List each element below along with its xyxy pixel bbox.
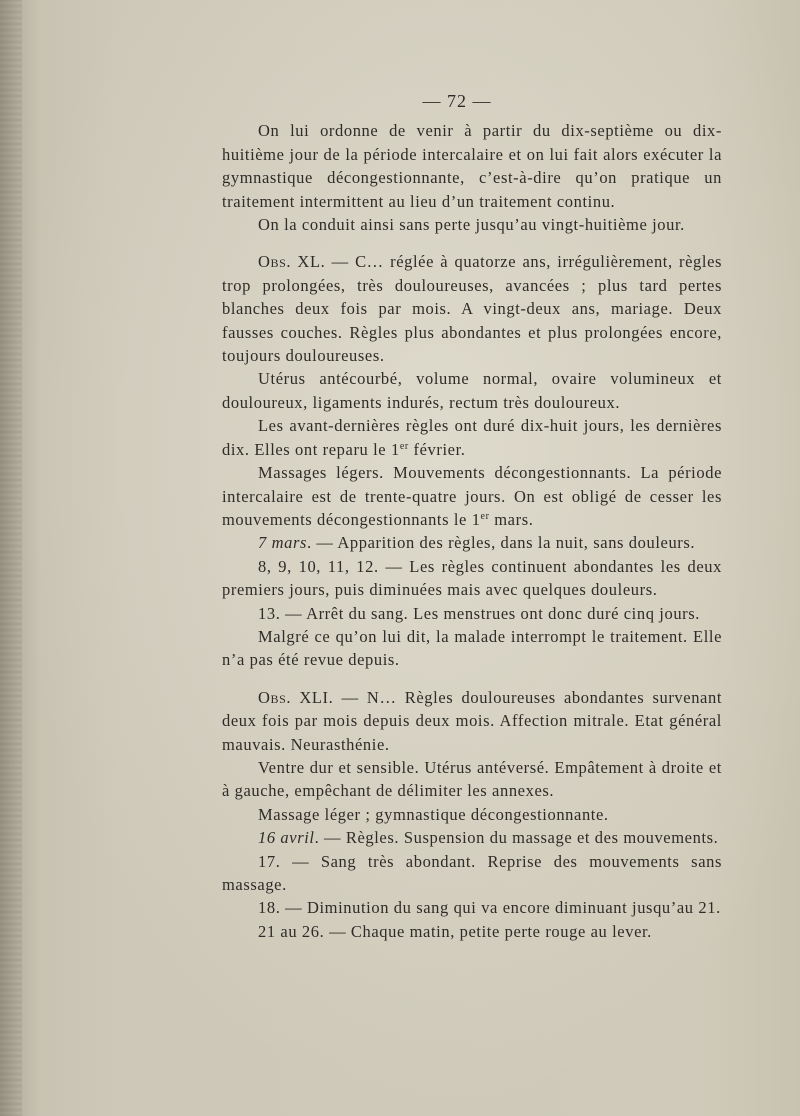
observation-xl [222, 250, 722, 367]
paragraph-intermittent-treatment: On lui ordonne de venir à partir du dix-septième ou dix-huitième jour de la période intercalaire et on lui fait alors exécuter la gymnastique décongestionnante, c’est-à-dire qu’on pratique un traitement intermittent au lieu d’un traitement continu. [222, 121, 722, 211]
observation-xl-label: Obs. XL. [258, 252, 326, 272]
paragraph-day-18: 18. — Diminution du sang qui va encore diminuant jusqu’au 21. [258, 898, 721, 918]
observation-xl-text: — C… réglée à quatorze ans, irrégulièrement, règles trop prolongées, très douloureuses, avancées ; plus tard pertes blanches deux fois par mois. A vingt-deux ans, mariage. Deux fausses couches. Règles plus abondantes et plus prolongées encore, toujours douloureuses. [222, 252, 723, 366]
paragraph-march-7 [222, 531, 722, 554]
paragraph-previous-periods [222, 414, 722, 461]
paragraph-march-7-text: . — Apparition des règles, dans la nuit, sans douleurs. [306, 533, 696, 553]
page-text-block [222, 90, 722, 943]
paragraph-days-8-12: 8, 9, 10, 11, 12. — Les règles continuent abondantes les deux premiers jours, puis diminuées mais avec quelques douleurs. [222, 556, 722, 600]
observation-xli [222, 686, 722, 756]
paragraph-uterus-exam: Utérus antécourbé, volume normal, ovaire volumineux et douloureux, ligaments indurés, rectum très douloureux. [222, 369, 722, 412]
observation-xli-text: — N… Règles douloureuses abondantes survenant deux fois par mois depuis deux mois. Affection mitrale. Etat général mauvais. Neurasthénie. [222, 687, 723, 754]
date-march-7: 7 mars [258, 533, 307, 553]
paragraph-light-massage: Massage léger ; gymnastique décongestionnante. [258, 804, 609, 824]
paragraph-conduct: On la conduit ainsi sans perte jusqu’au vingt-huitième jour. [258, 215, 685, 235]
paragraph-abdomen: Ventre dur et sensible. Utérus antéversé. Empâtement à droite et à gauche, empêchant de délimiter les annexes. [222, 757, 722, 801]
paragraph-previous-periods-tail: février. [408, 439, 466, 459]
observation-xli-label: Obs. XLI. [258, 687, 334, 707]
superscript: er [399, 440, 409, 452]
page-number: — 72 — [422, 91, 492, 111]
paragraph-day-13: 13. — Arrêt du sang. Les menstrues ont donc duré cinq jours. [258, 603, 701, 623]
paragraph-april-16 [222, 826, 722, 849]
superscript: er [480, 510, 490, 522]
paragraph-day-17: 17. — Sang très abondant. Reprise des mouvements sans massage. [222, 851, 722, 894]
paragraph-interruption: Malgré ce qu’on lui dit, la malade interrompt le traitement. Elle n’a pas été revue depuis. [222, 626, 722, 670]
page-binding-edge [0, 0, 22, 1116]
paragraph-massages-tail: mars. [489, 509, 534, 529]
paragraph-days-21-26: 21 au 26. — Chaque matin, petite perte rouge au lever. [258, 921, 652, 941]
paragraph-massages-text: Massages légers. Mouvements décongestionnants. La période intercalaire est de trente-quatre jours. On est obligé de cesser les mouvements décongestionnants le 1 [222, 463, 722, 529]
date-april-16: 16 avril [258, 828, 315, 848]
paragraph-april-16-text: . — Règles. Suspension du massage et des mouvements. [314, 828, 719, 848]
paragraph-massages [222, 461, 722, 531]
paragraph-previous-periods-text: Les avant-dernières règles ont duré dix-huit jours, les dernières dix. Elles ont reparu le 1 [222, 416, 722, 459]
